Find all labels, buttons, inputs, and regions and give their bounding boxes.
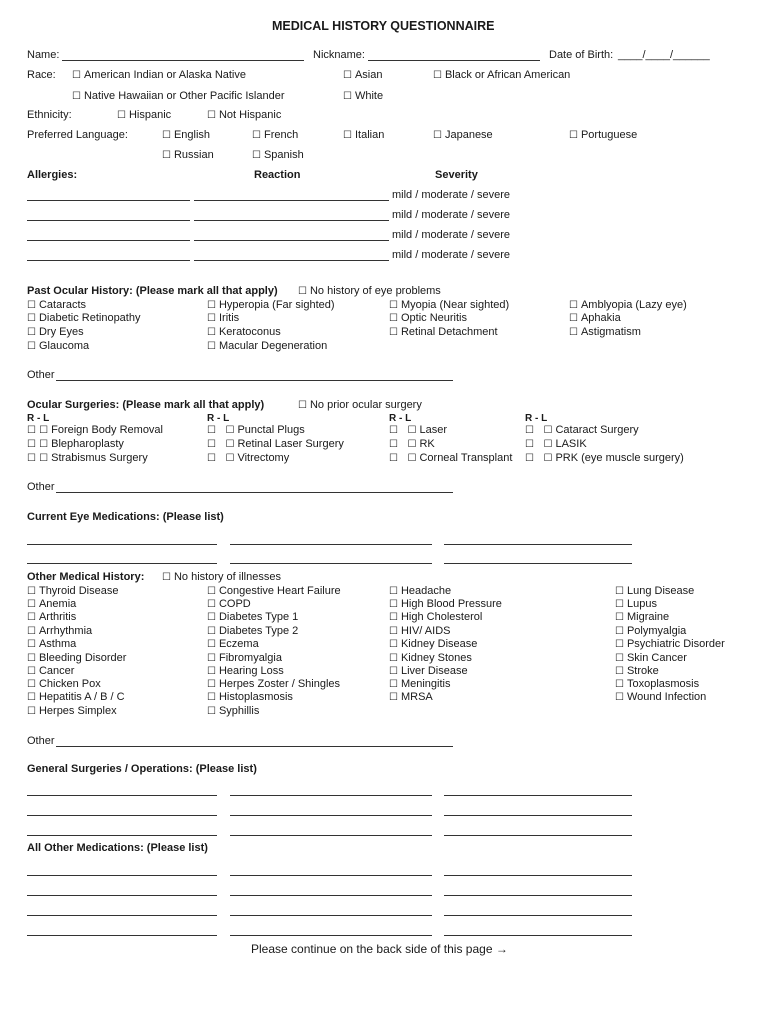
eye-med-field[interactable]	[27, 544, 217, 545]
medical-history-item[interactable]: ☐ Meningitis	[389, 678, 451, 691]
ocular-history-item[interactable]: ☐ Hyperopia (Far sighted)	[207, 299, 335, 312]
reaction-field[interactable]	[194, 200, 389, 201]
medical-history-item[interactable]: ☐ Wound Infection	[615, 691, 706, 704]
medical-history-item[interactable]: ☐ Diabetes Type 1	[207, 611, 298, 624]
dob-field[interactable]: ____/____/______	[618, 49, 710, 61]
ocular-history-item[interactable]: ☐ Macular Degeneration	[207, 340, 327, 353]
ocular-history-item[interactable]: ☐ Keratoconus	[207, 326, 281, 339]
ocular-surgery-item[interactable]: ☐ ☐ Strabismus Surgery	[27, 452, 148, 465]
medical-history-item[interactable]: ☐ Migraine	[615, 611, 669, 624]
medication-field[interactable]	[230, 875, 432, 876]
medication-field[interactable]	[444, 875, 632, 876]
medical-history-item[interactable]: ☐ COPD	[207, 598, 251, 611]
allergy-field[interactable]	[27, 260, 190, 261]
ocular-surgery-item[interactable]: ☐ ☐ Blepharoplasty	[27, 438, 124, 451]
language-option[interactable]: ☐ Russian	[162, 149, 214, 162]
race-option[interactable]: ☐ American Indian or Alaska Native	[72, 69, 246, 82]
nickname-label: Nickname:	[313, 49, 365, 61]
ocular-history-item[interactable]: ☐ Iritis	[207, 312, 239, 325]
medication-field[interactable]	[27, 935, 217, 936]
reaction-field[interactable]	[194, 220, 389, 221]
medical-history-item[interactable]: ☐ Cancer	[27, 665, 74, 678]
medical-history-item[interactable]: ☐ Chicken Pox	[27, 678, 101, 691]
rl-label: R - L	[27, 413, 50, 424]
ocular-history-item[interactable]: ☐ Aphakia	[569, 312, 621, 325]
other-meds-heading: All Other Medications: (Please list)	[27, 842, 208, 854]
medical-history-item[interactable]: ☐ Thyroid Disease	[27, 585, 118, 598]
medical-history-item[interactable]: ☐ Skin Cancer	[615, 652, 687, 665]
race-label: Race:	[27, 69, 56, 81]
medical-history-item[interactable]: ☐ Kidney Stones	[389, 652, 472, 665]
medical-other-field[interactable]	[56, 746, 453, 747]
medical-history-item[interactable]: ☐ Eczema	[207, 638, 259, 651]
severity-options[interactable]: mild / moderate / severe	[392, 229, 510, 241]
medication-field[interactable]	[444, 935, 632, 936]
surgery-field[interactable]	[27, 835, 217, 836]
medical-history-item[interactable]: ☐ Polymyalgia	[615, 625, 686, 638]
race-option[interactable]: ☐ Black or African American	[433, 69, 570, 82]
medical-history-item[interactable]: ☐ Lupus	[615, 598, 657, 611]
eye-med-field[interactable]	[27, 563, 217, 564]
medication-field[interactable]	[444, 895, 632, 896]
surgery-field[interactable]	[230, 835, 432, 836]
eye-med-field[interactable]	[444, 563, 632, 564]
continue-note: Please continue on the back side of this page →	[251, 942, 508, 956]
medical-history-item[interactable]: ☐ Fibromyalgia	[207, 652, 282, 665]
severity-label: Severity	[435, 169, 478, 181]
ocular-surgery-item[interactable]: ☐ ☐ PRK (eye muscle surgery)	[525, 452, 684, 465]
reaction-label: Reaction	[254, 169, 301, 181]
ocular-history-item[interactable]: ☐ Glaucoma	[27, 340, 89, 353]
nickname-field[interactable]	[368, 60, 540, 61]
medical-history-item[interactable]: ☐ Stroke	[615, 665, 659, 678]
ocular-surgery-item[interactable]: ☐ ☐ Punctal Plugs	[207, 424, 305, 437]
severity-options[interactable]: mild / moderate / severe	[392, 189, 510, 201]
medical-history-item[interactable]: ☐ High Cholesterol	[389, 611, 482, 624]
medical-history-item[interactable]: ☐ Headache	[389, 585, 451, 598]
ocular-history-item[interactable]: ☐ Astigmatism	[569, 326, 641, 339]
allergies-label: Allergies:	[27, 169, 78, 181]
ethnicity-option[interactable]: ☐ Not Hispanic	[207, 109, 281, 122]
language-option[interactable]: ☐ Italian	[343, 129, 384, 142]
ocular-history-item[interactable]: ☐ Cataracts	[27, 299, 86, 312]
language-option[interactable]: ☐ Spanish	[252, 149, 304, 162]
medication-field[interactable]	[27, 895, 217, 896]
language-label: Preferred Language:	[27, 129, 128, 141]
reaction-field[interactable]	[194, 240, 389, 241]
language-option[interactable]: ☐ Portuguese	[569, 129, 637, 142]
medical-history-item[interactable]: ☐ MRSA	[389, 691, 433, 704]
ocular-surgery-item[interactable]: ☐ ☐ Foreign Body Removal	[27, 424, 163, 437]
medical-history-heading: Other Medical History:	[27, 571, 145, 583]
race-option[interactable]: ☐ Native Hawaiian or Other Pacific Islander	[72, 90, 285, 103]
ocular-surgery-item[interactable]: ☐ ☐ Cataract Surgery	[525, 424, 639, 437]
ocular-history-item[interactable]: ☐ Diabetic Retinopathy	[27, 312, 140, 325]
no-illness-checkbox[interactable]: ☐ No history of illnesses	[162, 571, 281, 584]
ocular-surgery-item[interactable]: ☐ ☐ Retinal Laser Surgery	[207, 438, 344, 451]
eye-med-field[interactable]	[230, 563, 432, 564]
medical-history-item[interactable]: ☐ Hearing Loss	[207, 665, 284, 678]
allergy-field[interactable]	[27, 220, 190, 221]
surgery-field[interactable]	[27, 795, 217, 796]
eye-meds-heading: Current Eye Medications: (Please list)	[27, 511, 224, 523]
medication-field[interactable]	[230, 895, 432, 896]
eye-med-field[interactable]	[444, 544, 632, 545]
rl-label: R - L	[525, 413, 548, 424]
surgery-field[interactable]	[444, 815, 632, 816]
surgery-other-field[interactable]	[56, 492, 453, 493]
ocular-history-item[interactable]: ☐ Amblyopia (Lazy eye)	[569, 299, 687, 312]
eye-med-field[interactable]	[230, 544, 432, 545]
ocular-surgery-item[interactable]: ☐ ☐ Corneal Transplant	[389, 452, 512, 465]
medication-field[interactable]	[230, 935, 432, 936]
medical-history-item[interactable]: ☐ Herpes Zoster / Shingles	[207, 678, 340, 691]
medical-history-item[interactable]: ☐ Asthma	[27, 638, 76, 651]
no-eye-problems-checkbox[interactable]: ☐ No history of eye problems	[298, 285, 441, 298]
reaction-field[interactable]	[194, 260, 389, 261]
medical-history-item[interactable]: ☐ Diabetes Type 2	[207, 625, 298, 638]
name-field[interactable]	[62, 60, 304, 61]
medical-other-label: Other	[27, 735, 55, 747]
page-title: MEDICAL HISTORY QUESTIONNAIRE	[272, 19, 495, 33]
language-option[interactable]: ☐ French	[252, 129, 298, 142]
surgery-field[interactable]	[230, 795, 432, 796]
ocular-history-item[interactable]: ☐ Optic Neuritis	[389, 312, 467, 325]
ocular-history-item[interactable]: ☐ Retinal Detachment	[389, 326, 498, 339]
ocular-surgery-item[interactable]: ☐ ☐ LASIK	[525, 438, 587, 451]
ocular-history-heading: Past Ocular History: (Please mark all that apply)	[27, 285, 278, 297]
medical-history-item[interactable]: ☐ High Blood Pressure	[389, 598, 502, 611]
race-option[interactable]: ☐ Asian	[343, 69, 383, 82]
medical-history-item[interactable]: ☐ Lung Disease	[615, 585, 694, 598]
rl-label: R - L	[207, 413, 230, 424]
ocular-surgeries-heading: Ocular Surgeries: (Please mark all that apply)	[27, 399, 265, 411]
ocular-history-item[interactable]: ☐ Myopia (Near sighted)	[389, 299, 509, 312]
severity-options[interactable]: mild / moderate / severe	[392, 209, 510, 221]
allergy-field[interactable]	[27, 200, 190, 201]
medical-history-item[interactable]: ☐ Anemia	[27, 598, 76, 611]
medical-history-item[interactable]: ☐ Liver Disease	[389, 665, 468, 678]
medical-history-item[interactable]: ☐ Arrhythmia	[27, 625, 92, 638]
surgery-field[interactable]	[444, 795, 632, 796]
ocular-other-label: Other	[27, 369, 55, 381]
dob-label: Date of Birth:	[549, 49, 614, 61]
surgeries-heading: General Surgeries / Operations: (Please list)	[27, 763, 257, 775]
ocular-surgery-item[interactable]: ☐ ☐ Laser	[389, 424, 447, 437]
medication-field[interactable]	[230, 915, 432, 916]
medication-field[interactable]	[27, 915, 217, 916]
ocular-history-item[interactable]: ☐ Dry Eyes	[27, 326, 84, 339]
surgery-field[interactable]	[27, 815, 217, 816]
medication-field[interactable]	[27, 875, 217, 876]
language-option[interactable]: ☐ English	[162, 129, 210, 142]
surgery-field[interactable]	[444, 835, 632, 836]
medical-history-item[interactable]: ☐ Arthritis	[27, 611, 76, 624]
medical-history-item[interactable]: ☐ Bleeding Disorder	[27, 652, 126, 665]
no-ocular-surgery-checkbox[interactable]: ☐ No prior ocular surgery	[298, 399, 422, 412]
medication-field[interactable]	[444, 915, 632, 916]
medical-history-item[interactable]: ☐ Congestive Heart Failure	[207, 585, 341, 598]
medical-history-item[interactable]: ☐ Histoplasmosis	[207, 691, 293, 704]
medical-history-item[interactable]: ☐ Herpes Simplex	[27, 705, 117, 718]
severity-options[interactable]: mild / moderate / severe	[392, 249, 510, 261]
ethnicity-label: Ethnicity:	[27, 109, 72, 121]
name-label: Name:	[27, 49, 60, 61]
ocular-surgery-item[interactable]: ☐ ☐ Vitrectomy	[207, 452, 289, 465]
medical-history-item[interactable]: ☐ Syphillis	[207, 705, 259, 718]
surgery-field[interactable]	[230, 815, 432, 816]
ethnicity-option[interactable]: ☐ Hispanic	[117, 109, 171, 122]
language-option[interactable]: ☐ Japanese	[433, 129, 493, 142]
allergy-field[interactable]	[27, 240, 190, 241]
race-option[interactable]: ☐ White	[343, 90, 383, 103]
medical-history-item[interactable]: ☐ Kidney Disease	[389, 638, 477, 651]
medical-history-item[interactable]: ☐ Hepatitis A / B / C	[27, 691, 125, 704]
ocular-surgery-item[interactable]: ☐ ☐ RK	[389, 438, 435, 451]
ocular-other-field[interactable]	[56, 380, 453, 381]
medical-history-item[interactable]: ☐ Toxoplasmosis	[615, 678, 699, 691]
medical-history-item[interactable]: ☐ Psychiatric Disorder	[615, 638, 725, 651]
rl-label: R - L	[389, 413, 412, 424]
medical-history-item[interactable]: ☐ HIV/ AIDS	[389, 625, 451, 638]
surgery-other-label: Other	[27, 481, 55, 493]
